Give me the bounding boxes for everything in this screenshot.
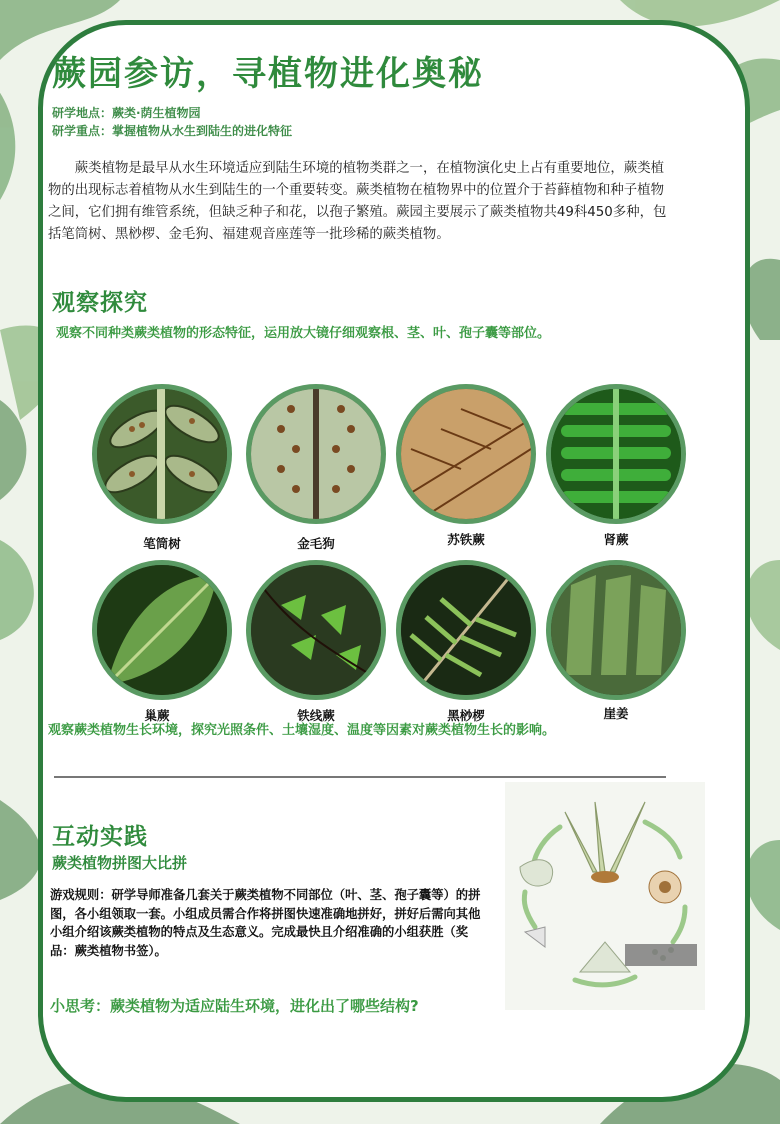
game-rules: 游戏规则：研学导师准备几套关于蕨类植物不同部位（叶、茎、孢子囊等）的拼图，各小组领取一套。小组成员需合作将拼图快速准确地拼好，拼好后需向其他小组介绍该蕨类植物的特点及生态意义。完成最快且介绍准确的小组获胜（奖品：蕨类植物书签）。 bbox=[50, 888, 481, 958]
fern-closeup-6-icon bbox=[246, 560, 386, 700]
plant-label: 肾蕨 bbox=[603, 532, 629, 547]
fern-closeup-4-icon bbox=[546, 384, 686, 524]
practice-heading: 互动实践 bbox=[52, 824, 148, 850]
study-focus: 研学重点：掌握植物从水生到陆生的进化特征 bbox=[52, 124, 293, 138]
environment-task: 观察蕨类植物生长环境，探究光照条件、土壤湿度、温度等因素对蕨类植物生长的影响。 bbox=[48, 723, 556, 738]
page-title: 蕨园参访，寻植物进化奥秘 bbox=[52, 54, 484, 94]
activity-title: 蕨类植物拼图大比拼 bbox=[52, 854, 188, 872]
think-question: 小思考：蕨类植物为适应陆生环境，进化出了哪些结构? bbox=[50, 997, 419, 1015]
plant-label: 黑桫椤 bbox=[447, 708, 485, 723]
fern-closeup-8-icon bbox=[546, 560, 686, 700]
intro-paragraph: 蕨类植物是最早从水生环境适应到陆生环境的植物类群之一，在植物演化史上占有重要地位，蕨类植物的出现标志着植物从水生到陆生的一个重要转变。蕨类植物在植物界中的位置介于苔藓植物和种子植物之间，它们拥有维管系统，但缺乏种子和花，以孢子繁殖。蕨园主要展示了蕨类植物共49科450多种，包括笔筒树、黑桫椤、金毛狗、福建观音座莲等一批珍稀的蕨类植物。 bbox=[48, 161, 667, 242]
fern-closeup-7-icon bbox=[396, 560, 536, 700]
study-location: 研学地点：蕨类·荫生植物园 bbox=[52, 106, 201, 120]
plant-label: 笔筒树 bbox=[143, 536, 181, 551]
section-divider bbox=[54, 776, 666, 778]
plant-label: 崖姜 bbox=[603, 706, 629, 721]
observe-heading: 观察探究 bbox=[52, 290, 148, 316]
observe-instruction: 观察不同种类蕨类植物的形态特征，运用放大镜仔细观察根、茎、叶、孢子囊等部位。 bbox=[56, 326, 551, 341]
plant-label: 巢蕨 bbox=[144, 708, 170, 723]
plant-label: 铁线蕨 bbox=[297, 708, 335, 723]
fern-closeup-2-icon bbox=[246, 384, 386, 524]
fern-life-cycle-icon bbox=[505, 782, 705, 1010]
fern-closeup-1-icon bbox=[92, 384, 232, 524]
plant-label: 苏铁蕨 bbox=[447, 532, 485, 547]
fern-closeup-5-icon bbox=[92, 560, 232, 700]
fern-closeup-3-icon bbox=[396, 384, 536, 524]
plant-label: 金毛狗 bbox=[297, 536, 335, 551]
